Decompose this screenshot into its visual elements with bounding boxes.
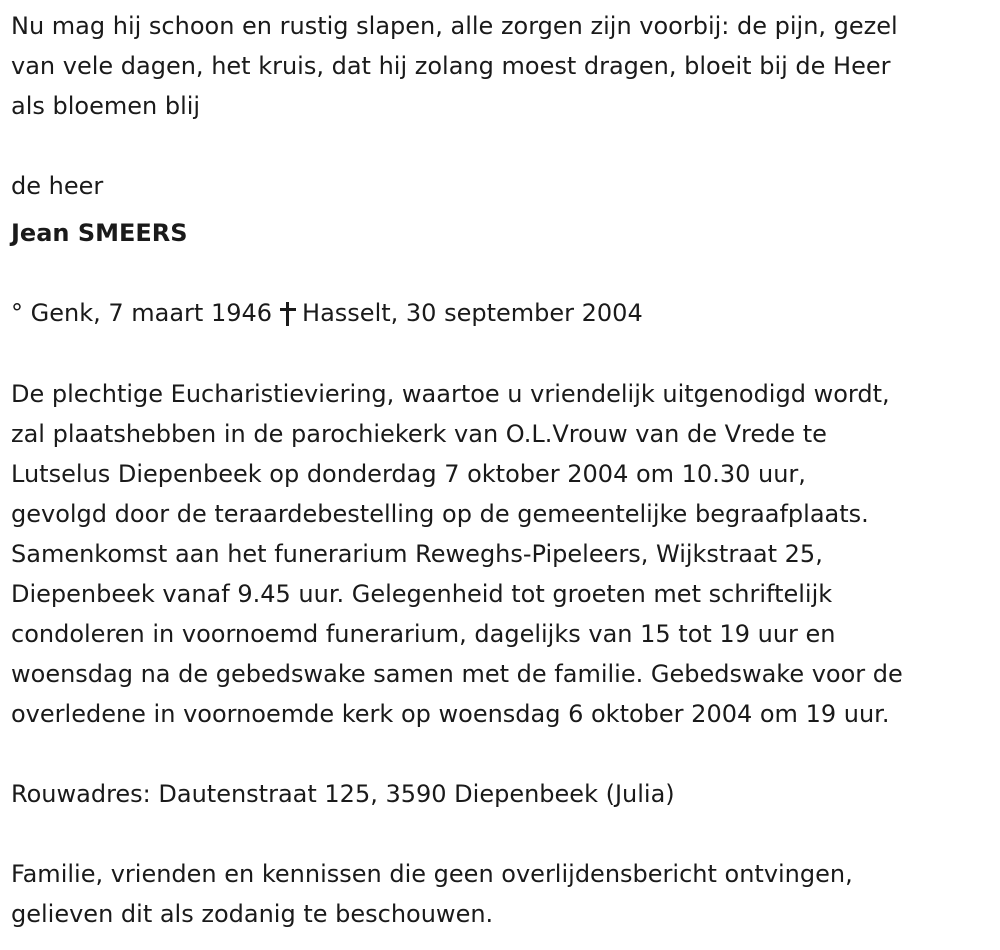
poem-line: als bloemen blij xyxy=(11,92,201,120)
death-date: Hasselt, 30 september 2004 xyxy=(302,299,643,327)
ceremony-line: gevolgd door de teraardebestelling op de gemeentelijke begraafplaats. xyxy=(11,500,869,528)
ceremony-line: condoleren in voornoemd funerarium, dagelijks van 15 tot 19 uur en xyxy=(11,620,836,648)
ceremony-line: zal plaatshebben in de parochiekerk van O.L.Vrouw van de Vrede te xyxy=(11,420,827,448)
closing-block xyxy=(11,854,996,934)
salutation: de heer xyxy=(11,172,104,200)
cross-icon xyxy=(280,302,296,326)
ceremony-line: Diepenbeek vanaf 9.45 uur. Gelegenheid tot groeten met schriftelijk xyxy=(11,580,833,608)
dates-block xyxy=(11,293,996,333)
poem-block xyxy=(11,6,996,126)
closing-line: Familie, vrienden en kennissen die geen overlijdensbericht ontvingen, xyxy=(11,860,853,888)
ceremony-line: overledene in voornoemde kerk op woensdag 6 oktober 2004 om 19 uur. xyxy=(11,700,890,728)
birth-date: ° Genk, 7 maart 1946 xyxy=(11,299,273,327)
life-dates xyxy=(11,293,996,333)
address-block xyxy=(11,774,996,814)
salutation-block xyxy=(11,166,996,206)
closing-line: gelieven dit als zodanig te beschouwen. xyxy=(11,900,494,928)
name-block xyxy=(11,213,996,253)
ceremony-line: Lutselus Diepenbeek op donderdag 7 oktober 2004 om 10.30 uur, xyxy=(11,460,806,488)
ceremony-line: woensdag na de gebedswake samen met de familie. Gebedswake voor de xyxy=(11,660,903,688)
mourning-address: Rouwadres: Dautenstraat 125, 3590 Diepenbeek (Julia) xyxy=(11,780,675,808)
deceased-name: Jean SMEERS xyxy=(11,219,188,247)
poem-line: Nu mag hij schoon en rustig slapen, alle zorgen zijn voorbij: de pijn, gezel xyxy=(11,12,898,40)
ceremony-line: De plechtige Eucharistieviering, waartoe u vriendelijk uitgenodigd wordt, xyxy=(11,380,890,408)
poem-line: van vele dagen, het kruis, dat hij zolang moest dragen, bloeit bij de Heer xyxy=(11,52,891,80)
ceremony-block xyxy=(11,374,996,734)
ceremony-line: Samenkomst aan het funerarium Reweghs-Pipeleers, Wijkstraat 25, xyxy=(11,540,823,568)
